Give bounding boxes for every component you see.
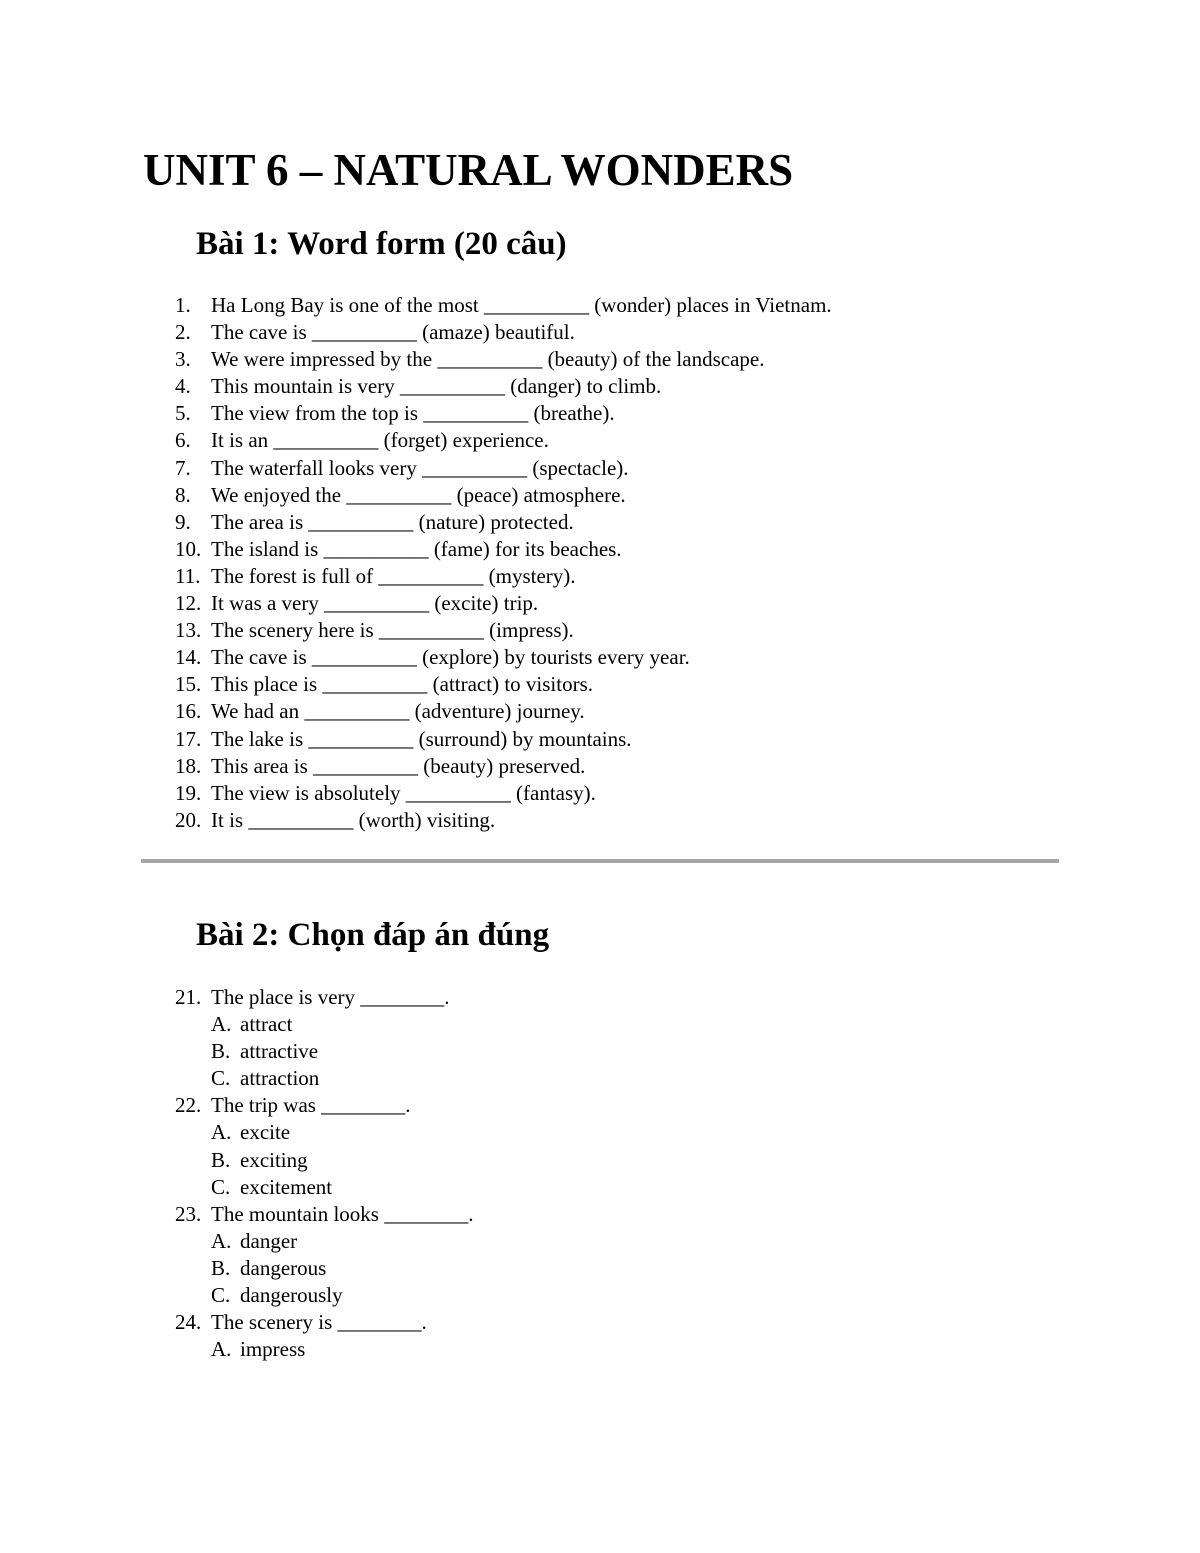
question-number: 10. (175, 536, 202, 561)
option-letter: C. (211, 1066, 231, 1091)
question-text: This mountain is very __________ (danger) to climb. (211, 374, 662, 399)
question-text: The view from the top is __________ (breathe). (211, 401, 615, 426)
question-text: The view is absolutely __________ (fantasy). (211, 780, 596, 805)
option-text: impress (240, 1337, 306, 1362)
question-text: The scenery here is __________ (impress). (211, 618, 574, 643)
option-letter: C. (211, 1174, 231, 1199)
question-number: 22. (175, 1093, 202, 1118)
question-text: We were impressed by the __________ (beauty) of the landscape. (211, 347, 765, 372)
option-letter: B. (211, 1255, 231, 1280)
question-number: 16. (175, 699, 202, 724)
question-number: 23. (175, 1201, 202, 1226)
option-text: attraction (240, 1066, 320, 1091)
question-text: It was a very __________ (excite) trip. (211, 591, 539, 616)
question-number: 15. (175, 672, 202, 697)
option-letter: A. (211, 1228, 232, 1253)
question-number: 13. (175, 618, 202, 643)
question-text: We had an __________ (adventure) journey. (211, 699, 585, 724)
section-divider (141, 859, 1059, 863)
question-number: 20. (175, 807, 202, 832)
question-number: 7. (175, 455, 191, 480)
question-text: The cave is __________ (amaze) beautiful. (211, 320, 575, 345)
section-1-heading: Bài 1: Word form (20 câu) (196, 226, 567, 262)
option-text: dangerous (240, 1255, 327, 1280)
question-text: We enjoyed the __________ (peace) atmosphere. (211, 482, 626, 507)
question-number: 14. (175, 645, 202, 670)
question-text: This place is __________ (attract) to visitors. (211, 672, 594, 697)
question-number: 6. (175, 428, 191, 453)
question-text: It is __________ (worth) visiting. (211, 807, 496, 832)
question-text: The island is __________ (fame) for its beaches. (211, 536, 622, 561)
question-text: The area is __________ (nature) protected. (211, 509, 574, 534)
question-text: The forest is full of __________ (mystery). (211, 563, 576, 588)
question-number: 5. (175, 401, 191, 426)
question-text: The mountain looks ________. (211, 1201, 474, 1226)
option-text: attractive (240, 1039, 319, 1064)
question-text: The cave is __________ (explore) by tourists every year. (211, 645, 690, 670)
question-number: 1. (175, 293, 191, 317)
question-text: The scenery is ________. (211, 1310, 427, 1335)
question-number: 4. (175, 374, 191, 399)
question-number: 8. (175, 482, 191, 507)
question-number: 11. (175, 563, 201, 588)
option-text: excite (240, 1120, 291, 1145)
question-text: This area is __________ (beauty) preserved. (211, 753, 586, 778)
question-number: 19. (175, 780, 202, 805)
option-letter: A. (211, 1337, 232, 1362)
question-number: 9. (175, 509, 191, 534)
option-text: danger (240, 1228, 298, 1253)
question-number: 2. (175, 320, 191, 345)
question-number: 18. (175, 753, 202, 778)
question-number: 12. (175, 591, 202, 616)
option-letter: B. (211, 1039, 231, 1064)
question-text: The place is very ________. (211, 985, 450, 1009)
option-letter: B. (211, 1147, 231, 1172)
section-2-heading: Bài 2: Chọn đáp án đúng (196, 917, 550, 953)
question-text: Ha Long Bay is one of the most __________ (wonder) places in Vietnam. (211, 293, 832, 317)
question-text: The lake is __________ (surround) by mountains. (211, 726, 632, 751)
question-text: The trip was ________. (211, 1093, 411, 1118)
option-text: dangerously (240, 1283, 343, 1308)
option-letter: C. (211, 1283, 231, 1308)
unit-title: UNIT 6 – NATURAL WONDERS (143, 145, 794, 195)
question-number: 17. (175, 726, 202, 751)
question-text: It is an __________ (forget) experience. (211, 428, 549, 453)
option-text: exciting (240, 1147, 308, 1172)
option-letter: A. (211, 1120, 232, 1145)
option-text: excitement (240, 1174, 333, 1199)
option-text: attract (240, 1012, 293, 1037)
question-number: 24. (175, 1310, 202, 1335)
question-number: 21. (175, 985, 202, 1009)
question-number: 3. (175, 347, 191, 372)
question-text: The waterfall looks very __________ (spectacle). (211, 455, 629, 480)
option-letter: A. (211, 1012, 232, 1037)
